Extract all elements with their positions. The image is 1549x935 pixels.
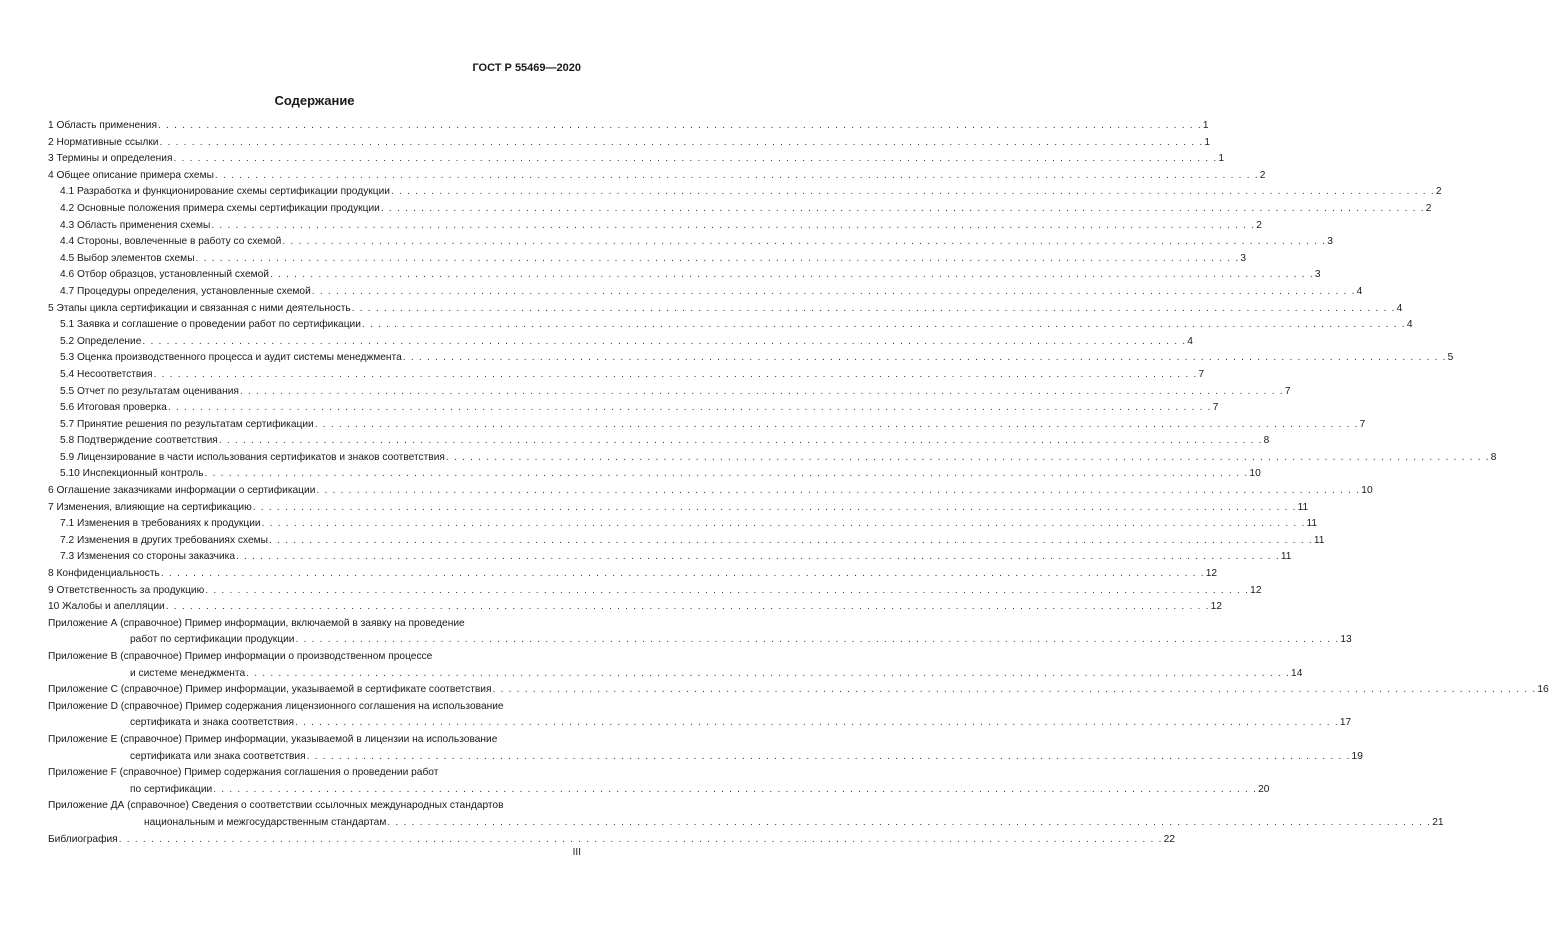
dot-leader — [387, 815, 1431, 832]
toc-entry[interactable] — [48, 168, 1266, 185]
appendix-line-1: Приложение F (справочное) Пример содержания соглашения о проведении работ — [48, 767, 439, 779]
appendix-line-2: работ по сертификации продукции — [130, 634, 295, 646]
toc-entry-title: 3 Термины и определения — [48, 153, 173, 165]
toc-appendix-c[interactable] — [48, 682, 1549, 699]
toc-subentry[interactable] — [48, 184, 1442, 201]
dot-leader — [315, 417, 1359, 434]
document-code: ГОСТ Р 55469—2020 — [472, 62, 581, 74]
dot-leader — [246, 666, 1290, 683]
toc-entry-title: Библиография — [48, 833, 118, 845]
toc-subentry[interactable] — [48, 218, 1262, 235]
dot-leader — [381, 201, 1425, 218]
toc-entry-page: 12 — [1205, 568, 1218, 580]
toc-subentry[interactable] — [48, 466, 1261, 483]
toc-entry-page: 1 — [1218, 153, 1225, 165]
toc-appendix-d[interactable] — [48, 699, 1352, 732]
toc-entry-title: 5.9 Лицензирование в части использования сертификатов и знаков соответствия — [60, 451, 445, 463]
dot-leader — [196, 251, 1240, 268]
toc-entry-page: 7 — [1198, 368, 1205, 380]
toc-entry[interactable] — [48, 566, 1218, 583]
toc-entry-title: 4.7 Процедуры определения, установленные схемой — [60, 285, 311, 297]
appendix-line-1: Приложение А (справочное) Пример информации, включаемой в заявку на проведение — [48, 617, 465, 629]
dot-leader — [166, 599, 1210, 616]
toc-entry-page: 2 — [1435, 186, 1442, 198]
toc-entry-title: 5.5 Отчет по результатам оценивания — [60, 385, 239, 397]
toc-entry[interactable] — [48, 500, 1309, 517]
dot-leader — [316, 483, 1360, 500]
toc-entry[interactable] — [48, 483, 1373, 500]
toc-subentry[interactable] — [48, 549, 1292, 566]
toc-entry-page: 3 — [1314, 269, 1321, 281]
dot-leader — [159, 135, 1203, 152]
appendix-line-2: сертификата и знака соответствия — [130, 717, 294, 729]
toc-entry-page: 12 — [1210, 601, 1222, 613]
toc-entry-page: 19 — [1351, 750, 1363, 762]
toc-entry[interactable] — [48, 583, 1262, 600]
toc-subentry[interactable] — [48, 367, 1205, 384]
dot-leader — [161, 566, 1205, 583]
toc-entry-title: 6 Оглашение заказчиками информации о сертификации — [48, 485, 316, 497]
toc-appendix-da[interactable] — [48, 798, 1444, 831]
toc-entry-title: 4 Общее описание примера схемы — [48, 169, 214, 181]
toc-title: Содержание — [274, 93, 355, 108]
toc-entry-title: 1 Область применения — [48, 120, 157, 131]
toc-subentry[interactable] — [48, 267, 1321, 284]
toc-entry-page: 12 — [1250, 584, 1262, 596]
toc-entry-title: 7.3 Изменения со стороны заказчика — [60, 551, 235, 563]
toc-entry-title: Приложение С (справочное) Пример информации, указываемой в сертификате соответствия — [48, 684, 492, 696]
toc-subentry[interactable] — [48, 350, 1454, 367]
toc-entry-title: 7 Изменения, влияющие на сертификацию — [48, 501, 252, 513]
toc-entry-title: 5.7 Принятие решения по результатам сертификации — [60, 418, 314, 430]
toc-entry-page: 22 — [1163, 833, 1175, 845]
toc-subentry[interactable] — [48, 284, 1363, 301]
toc-entry-title: 4.4 Стороны, вовлеченные в работу со схемой — [60, 236, 282, 248]
toc-appendix-b[interactable] — [48, 649, 1303, 682]
toc-subentry[interactable] — [48, 201, 1432, 218]
dot-leader — [205, 583, 1249, 600]
appendix-line-1: Приложение ДА (справочное) Сведения о соответствии ссылочных международных стандартов — [48, 800, 504, 812]
dot-leader — [154, 367, 1198, 384]
dot-leader — [215, 168, 1259, 185]
dot-leader — [362, 317, 1406, 334]
dot-leader — [307, 749, 1351, 766]
toc-entry-page: 11 — [1297, 501, 1309, 513]
toc-subentry[interactable] — [48, 384, 1291, 401]
toc-entry-page: 8 — [1490, 451, 1497, 463]
toc-appendix-f[interactable] — [48, 765, 1270, 798]
toc-entry[interactable] — [48, 118, 1209, 135]
dot-leader — [312, 284, 1356, 301]
toc-entry[interactable] — [48, 301, 1403, 318]
dot-leader — [119, 832, 1163, 849]
toc-entry-title: 4.2 Основные положения примера схемы сертификации продукции — [60, 202, 380, 214]
toc-entry-page: 5 — [1447, 352, 1454, 364]
toc-entry-title: 5.8 Подтверждение соответствия — [60, 435, 218, 447]
toc-entry-page: 1 — [1204, 136, 1211, 148]
toc-entry-page: 17 — [1339, 717, 1352, 729]
toc-entry-page: 16 — [1537, 684, 1549, 696]
toc-entry-page: 2 — [1425, 202, 1432, 214]
dot-leader — [262, 516, 1306, 533]
dot-leader — [240, 384, 1284, 401]
dot-leader — [219, 433, 1263, 450]
toc-appendix-a[interactable] — [48, 616, 1352, 649]
toc-entry-page: 14 — [1291, 667, 1303, 679]
dot-leader — [158, 118, 1202, 135]
toc-entry[interactable] — [48, 151, 1225, 168]
appendix-line-2: сертификата или знака соответствия — [130, 750, 306, 762]
toc-appendix-e[interactable] — [48, 732, 1363, 765]
page-number: III — [572, 847, 581, 858]
dot-leader — [213, 782, 1257, 799]
toc-entry-page: 2 — [1259, 169, 1266, 181]
table-of-contents — [48, 118, 1549, 848]
toc-entry-title: 9 Ответственность за продукцию — [48, 584, 205, 596]
toc-subentry[interactable] — [48, 450, 1497, 467]
toc-entry-page: 3 — [1327, 236, 1333, 248]
toc-entry-title: 7.1 Изменения в требованиях к продукции — [60, 518, 261, 530]
toc-entry[interactable] — [48, 135, 1211, 152]
toc-subentry[interactable] — [48, 516, 1318, 533]
toc-entry-title: 4.3 Область применения схемы — [60, 219, 211, 231]
toc-entry-page: 1 — [1202, 120, 1209, 131]
toc-entry-title: 7.2 Изменения в других требованиях схемы — [60, 534, 268, 546]
toc-entry-title: 5.4 Несоответствия — [60, 368, 153, 380]
toc-entry-page: 2 — [1256, 219, 1262, 231]
toc-entry-page: 7 — [1359, 418, 1366, 430]
toc-bibliography[interactable] — [48, 832, 1175, 849]
toc-entry-page: 4 — [1356, 285, 1363, 297]
toc-entry-page: 11 — [1313, 534, 1325, 546]
appendix-line-1: Приложение В (справочное) Пример информации о производственном процессе — [48, 651, 433, 662]
dot-leader — [142, 334, 1186, 351]
dot-leader — [352, 301, 1396, 318]
toc-entry-page: 8 — [1263, 435, 1270, 447]
toc-subentry[interactable] — [48, 417, 1366, 434]
toc-entry-page: 20 — [1258, 783, 1270, 795]
dot-leader — [295, 632, 1339, 649]
toc-entry-page: 4 — [1187, 335, 1193, 347]
toc-entry-page: 10 — [1249, 468, 1261, 480]
toc-entry-title: 2 Нормативные ссылки — [48, 136, 159, 148]
toc-entry-title: 5.2 Определение — [60, 335, 142, 347]
dot-leader — [295, 715, 1339, 732]
toc-entry-page: 7 — [1212, 402, 1219, 414]
appendix-line-2: и системе менеджмента — [130, 667, 246, 679]
toc-entry-title: 4.6 Отбор образцов, установленный схемой — [60, 269, 269, 281]
dot-leader — [205, 466, 1249, 483]
toc-entry-page: 11 — [1280, 551, 1292, 563]
toc-entry-title: 5.3 Оценка производственного процесса и аудит системы менеджмента — [60, 352, 402, 364]
dot-leader — [403, 350, 1447, 367]
dot-leader — [211, 218, 1255, 235]
dot-leader — [270, 267, 1314, 284]
toc-entry-title: 4.5 Выбор элементов схемы — [60, 252, 195, 264]
dot-leader — [446, 450, 1490, 467]
dot-leader — [492, 682, 1536, 699]
dot-leader — [269, 533, 1313, 550]
toc-entry-title: 4.1 Разработка и функционирование схемы сертификации продукции — [60, 186, 390, 198]
toc-subentry[interactable] — [48, 234, 1333, 251]
toc-entry-title: 5.6 Итоговая проверка — [60, 402, 167, 414]
toc-entry-page: 7 — [1284, 385, 1291, 397]
toc-entry-page: 3 — [1240, 252, 1247, 264]
toc-entry-title: 5 Этапы цикла сертификации и связанная с ними деятельность — [48, 302, 351, 314]
dot-leader — [391, 184, 1435, 201]
toc-entry-page: 21 — [1432, 816, 1444, 828]
toc-entry-page: 13 — [1340, 634, 1352, 646]
toc-entry-page: 11 — [1306, 518, 1318, 530]
appendix-line-2: по сертификации — [130, 783, 213, 795]
appendix-line-1: Приложение D (справочное) Пример содержания лицензионного соглашения на использование — [48, 700, 504, 712]
toc-entry[interactable] — [48, 599, 1222, 616]
toc-subentry[interactable] — [48, 334, 1193, 351]
toc-entry-title: 5.1 Заявка и соглашение о проведении работ по сертификации — [60, 319, 361, 331]
toc-entry-page: 10 — [1361, 485, 1373, 497]
toc-subentry[interactable] — [48, 433, 1270, 450]
toc-entry-page: 4 — [1396, 302, 1403, 314]
toc-subentry[interactable] — [48, 317, 1413, 334]
dot-leader — [168, 400, 1212, 417]
toc-entry-title: 8 Конфиденциальность — [48, 568, 160, 580]
toc-subentry[interactable] — [48, 251, 1247, 268]
dot-leader — [236, 549, 1280, 566]
dot-leader — [173, 151, 1217, 168]
toc-subentry[interactable] — [48, 400, 1219, 417]
toc-subentry[interactable] — [48, 533, 1325, 550]
appendix-line-2: национальным и межгосударственным стандартам — [144, 816, 387, 828]
toc-entry-title: 5.10 Инспекционный контроль — [60, 468, 204, 480]
dot-leader — [253, 500, 1297, 517]
dot-leader — [282, 234, 1326, 251]
toc-entry-title: 10 Жалобы и апелляции — [48, 601, 165, 613]
toc-entry-page: 4 — [1406, 319, 1413, 331]
appendix-line-1: Приложение Е (справочное) Пример информации, указываемой в лицензии на использование — [48, 733, 498, 745]
